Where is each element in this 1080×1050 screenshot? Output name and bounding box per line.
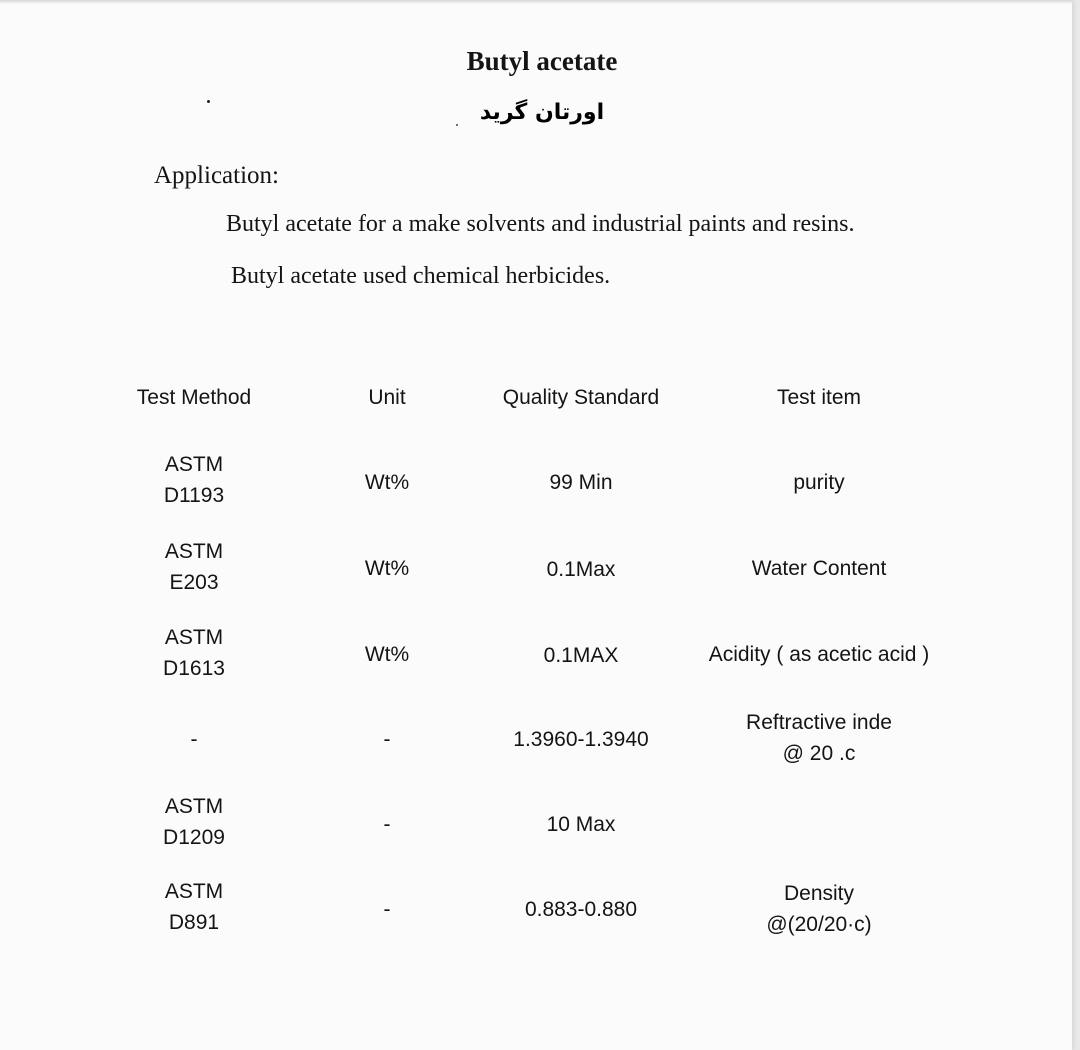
method-line: ASTM bbox=[164, 795, 224, 818]
scan-speck bbox=[456, 124, 458, 126]
row-standard: 1.3960-1.3940 bbox=[513, 728, 649, 751]
method-line: D1209 bbox=[163, 826, 225, 849]
method-line: E203 bbox=[169, 571, 219, 594]
method-line: D891 bbox=[168, 911, 220, 934]
row-standard: 0.1MAX bbox=[543, 644, 619, 667]
item-line: purity bbox=[793, 471, 845, 494]
row-method bbox=[110, 791, 278, 853]
row-item bbox=[676, 878, 962, 940]
item-line: @(20/20·c) bbox=[766, 913, 872, 936]
application-line: Butyl acetate for a make solvents and industrial paints and resins. bbox=[226, 211, 855, 237]
method-line: D1193 bbox=[163, 484, 225, 507]
header-test-method: Test Method bbox=[136, 386, 252, 409]
method-line: ASTM bbox=[164, 453, 224, 476]
row-unit: Wt% bbox=[364, 643, 410, 666]
item-line: Reftractive inde bbox=[746, 711, 892, 734]
application-line: Butyl acetate used chemical herbicides. bbox=[231, 263, 611, 289]
document-title: Butyl acetate bbox=[466, 46, 618, 76]
header-test-item: Test item bbox=[776, 386, 862, 409]
row-item bbox=[676, 553, 962, 584]
row-standard: 0.1Max bbox=[546, 558, 616, 581]
method-line: D1613 bbox=[163, 657, 225, 680]
page-edge-shadow bbox=[0, 0, 1072, 4]
method-line: ASTM bbox=[164, 880, 224, 903]
row-unit: Wt% bbox=[364, 557, 410, 580]
application-heading: Application: bbox=[154, 162, 279, 189]
row-standard: 0.883-0.880 bbox=[524, 898, 638, 921]
method-line: ASTM bbox=[164, 626, 224, 649]
row-unit: - bbox=[383, 813, 391, 836]
item-line: Density bbox=[783, 882, 855, 905]
row-standard: 99 Min bbox=[549, 471, 613, 494]
row-method bbox=[110, 449, 278, 511]
row-standard: 10 Max bbox=[546, 813, 616, 836]
document-subtitle: اورتان گرید bbox=[479, 100, 605, 125]
row-unit: - bbox=[383, 898, 391, 921]
method-line: ASTM bbox=[164, 540, 224, 563]
item-line: Acidity ( as acetic acid ) bbox=[708, 643, 930, 666]
row-item bbox=[676, 639, 962, 670]
method-line: - bbox=[190, 728, 198, 751]
row-method bbox=[110, 876, 278, 938]
header-unit: Unit bbox=[368, 386, 406, 409]
row-method bbox=[110, 724, 278, 755]
row-unit: - bbox=[383, 728, 391, 751]
row-unit: Wt% bbox=[364, 471, 410, 494]
item-line: Water Content bbox=[751, 557, 887, 580]
row-item bbox=[676, 467, 962, 498]
header-quality-standard: Quality Standard bbox=[502, 386, 660, 409]
row-item bbox=[676, 707, 962, 769]
scan-speck bbox=[207, 100, 210, 103]
item-line: @ 20 .c bbox=[782, 742, 856, 765]
row-method bbox=[110, 622, 278, 684]
row-method bbox=[110, 536, 278, 598]
